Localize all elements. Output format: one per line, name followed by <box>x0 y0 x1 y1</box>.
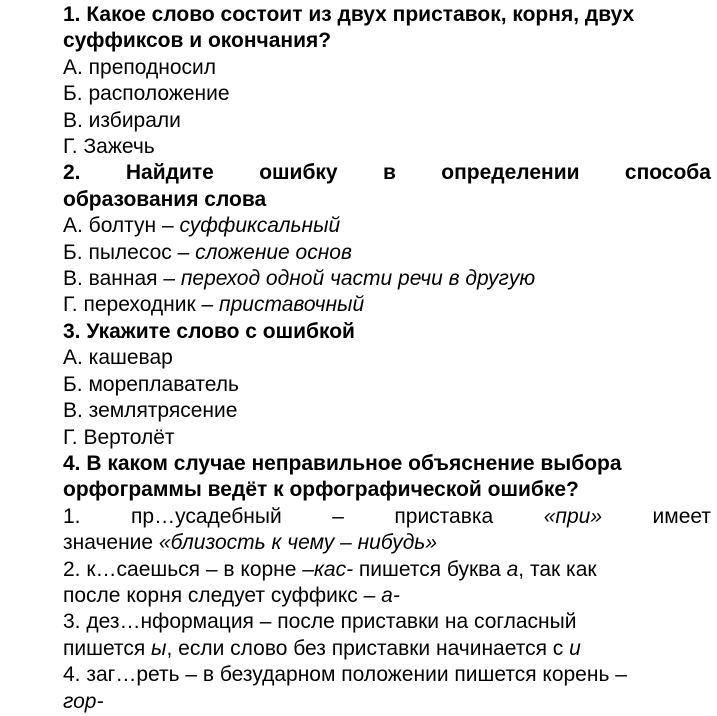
answer-option-2a <box>63 213 711 239</box>
answer-4-3-line-2 <box>63 636 711 662</box>
answer-4-2-plain-2: пишется буква <box>353 557 507 581</box>
answer-option-3c: В. землятрясение <box>63 399 238 423</box>
answer-option-2b <box>63 240 711 266</box>
option-method: суффиксальный <box>179 214 341 238</box>
answer-option-2d <box>63 292 711 318</box>
answer-4-2-italic-3: а- <box>381 583 400 607</box>
answer-4-1-text2: имеет <box>652 504 711 528</box>
answer-4-3-plain-1: пишется <box>63 636 152 660</box>
option-method: переход одной части речи в другую <box>180 267 536 291</box>
answer-4-3-line-1: 3. дез…нформация – после приставки на согласный <box>63 610 577 634</box>
answer-4-2-plain-3: , так как <box>518 557 597 581</box>
answer-4-1-dash: – <box>332 504 344 528</box>
question-1-title-line-1 <box>63 2 711 28</box>
answer-option-1c: В. избирали <box>63 108 181 132</box>
answer-option-3b: Б. мореплаватель <box>63 372 239 396</box>
answer-4-2-line-1 <box>63 557 711 583</box>
answer-4-4-italic: гор- <box>63 689 104 713</box>
answer-option-1a: А. преподносил <box>63 55 217 79</box>
q2-word: 2. <box>63 161 81 185</box>
answer-4-1-text1: приставка <box>394 504 494 528</box>
question-1-title-line-2: суффиксов и окончания? <box>63 29 332 53</box>
answer-4-1-plain: значение <box>63 531 159 555</box>
answer-4-3-italic-2: и <box>569 636 581 660</box>
option-word: В. ванная – <box>63 267 181 291</box>
answer-4-1-italic: «близость к чему – нибудь» <box>158 531 438 555</box>
answer-4-3-italic-1: ы <box>151 636 167 660</box>
answer-4-4-line-2 <box>63 689 711 715</box>
answer-4-1-line-2 <box>63 530 711 556</box>
q2-word: определении <box>441 161 580 185</box>
option-word: Б. пылесос – <box>63 240 196 264</box>
question-1 <box>63 2 711 160</box>
answer-4-2-italic-1: кас- <box>313 557 354 581</box>
answer-4-2-plain-1: 2. к…саешься – в корне – <box>63 557 314 581</box>
answer-4-2-line-2 <box>63 583 711 609</box>
question-3-title: 3. Укажите слово с ошибкой <box>63 319 355 343</box>
q2-word: способа <box>624 161 711 185</box>
question-3 <box>63 319 711 451</box>
answer-4-3-plain-2: , если слово без приставки начинается с <box>166 636 570 660</box>
answer-option-2c <box>63 266 711 292</box>
question-4-title-text: 4. В каком случае неправильное объяснение выбора <box>63 451 622 475</box>
question-4-title-line-1 <box>63 451 711 477</box>
question-1-title-text: 1. Какое слово состоит из двух приставок, корня, двух <box>63 3 635 26</box>
question-2-title-line-1 <box>63 160 711 186</box>
answer-4-2-italic-2: а <box>506 557 519 581</box>
q2-word: ошибку <box>259 161 338 185</box>
option-method: сложение основ <box>195 240 352 264</box>
option-word: Г. переходник – <box>63 293 220 317</box>
answer-option-3a: А. кашевар <box>63 346 173 370</box>
option-word: А. болтун – <box>63 214 180 238</box>
question-2 <box>63 160 711 318</box>
question-2-title-line-2: образования слова <box>63 187 267 211</box>
answer-option-3d: Г. Вертолёт <box>63 425 175 449</box>
answer-4-1-word: пр…усадебный <box>131 504 282 528</box>
option-method: приставочный <box>219 293 365 317</box>
answer-4-1-num: 1. <box>63 504 81 528</box>
answer-4-2-plain-4: после корня следует суффикс – <box>63 583 382 607</box>
answer-option-1d: Г. Зажечь <box>63 135 155 159</box>
answer-option-1b: Б. расположение <box>63 82 230 106</box>
question-4 <box>63 451 711 715</box>
q2-word: в <box>382 161 396 185</box>
answer-4-1-prefix: «при» <box>543 504 603 528</box>
answer-4-1-line-1 <box>63 504 711 530</box>
answer-4-4-line-1: 4. заг…реть – в безударном положении пишется корень – <box>63 663 627 687</box>
question-4-title-line-2: орфограммы ведёт к орфографической ошибке? <box>63 478 579 502</box>
q2-word: Найдите <box>125 161 214 185</box>
